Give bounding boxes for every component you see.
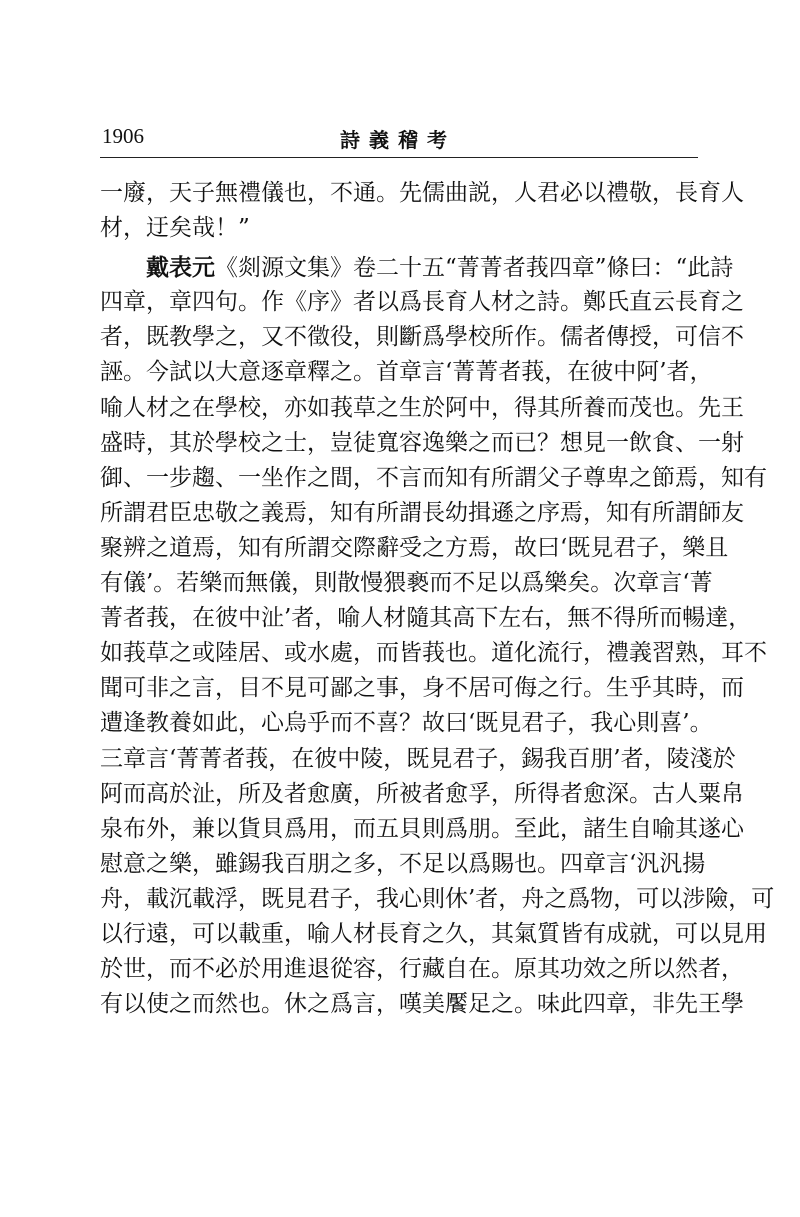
text-line: 舟，載沉載浮，既見君子，我心則休’者，舟之爲物，可以涉險，可 — [100, 885, 775, 912]
text-line: 御、一步趨、一坐作之間，不言而知有所謂父子尊卑之節焉，知有 — [100, 464, 767, 491]
running-title: 詩義稽考 — [340, 128, 456, 152]
text-line: 聚辨之道焉，知有所謂交際辭受之方焉，故曰‘既見君子，樂且 — [100, 534, 729, 561]
page-number: 1906 — [102, 124, 144, 148]
text-line: 以行遠，可以載重，喻人材長育之久，其氣質皆有成就，可以見用 — [100, 920, 767, 947]
text-line: 喻人材之在學校，亦如莪草之生於阿中，得其所養而茂也。先王 — [100, 394, 744, 421]
cited-author: 戴表元 — [146, 254, 215, 282]
paragraph-2 — [100, 250, 775, 1022]
text-line: 阿而高於沚，所及者愈廣，所被者愈孚，所得者愈深。古人粟帛 — [100, 780, 744, 807]
text-line: 有以使之而然也。休之爲言，嘆美饜足之。味此四章，非先王學 — [100, 991, 744, 1018]
header-rule — [100, 157, 698, 158]
text-line: 四章，章四句。作《序》者以爲長育人材之詩。鄭氏直云長育之 — [100, 289, 744, 316]
text-line: 遭逢教養如此，心烏乎而不喜？故曰‘既見君子，我心則喜’。 — [100, 710, 713, 737]
text-line: 泉布外，兼以貨貝爲用，而五貝則爲朋。至此，諸生自喻其遂心 — [100, 815, 744, 842]
text-line: 誣。今試以大意逐章釋之。首章言‘菁菁者莪，在彼中阿’者， — [100, 359, 713, 386]
text-line: 聞可非之言，目不見可鄙之事，身不居可侮之行。生乎其時，而 — [100, 675, 744, 702]
text-line: 慰意之樂，雖錫我百朋之多，不足以爲賜也。四章言‘汎汎揚 — [100, 850, 706, 877]
paragraph-1 — [100, 176, 744, 246]
text-line: 者，既教學之，又不徵役，則斷爲學校所作。儒者傳授，可信不 — [100, 324, 744, 351]
page-header — [100, 118, 698, 152]
text-line: 三章言‘菁菁者莪，在彼中陵，既見君子，錫我百朋’者，陵淺於 — [100, 745, 736, 772]
cited-work-intro: 《剡源文集》卷二十五“菁菁者莪四章”條曰：“此詩 — [215, 255, 734, 282]
text-line: 盛時，其於學校之士，豈徒寬容逸樂之而已？想見一飲食、一射 — [100, 429, 744, 456]
text-line — [100, 250, 734, 285]
text-line: 菁者莪，在彼中沚’者，喻人材隨其高下左右，無不得所而暢達， — [100, 605, 752, 632]
text-line: 如莪草之或陸居、或水處，而皆莪也。道化流行，禮義習熟，耳不 — [100, 640, 767, 667]
body-text — [100, 176, 775, 1022]
text-line: 有儀’。若樂而無儀，則散慢猥褻而不足以爲樂矣。次章言‘菁 — [100, 570, 713, 597]
text-line: 於世，而不必於用進退從容，行藏自在。原其功效之所以然者， — [100, 956, 744, 983]
text-line: 所謂君臣忠敬之義焉，知有所謂長幼揖遜之序焉，知有所謂師友 — [100, 499, 744, 526]
text-line: 材，迂矣哉！” — [100, 215, 250, 242]
text-line: 一廢，天子無禮儀也，不通。先儒曲説，人君必以禮敬，長育人 — [100, 180, 744, 206]
